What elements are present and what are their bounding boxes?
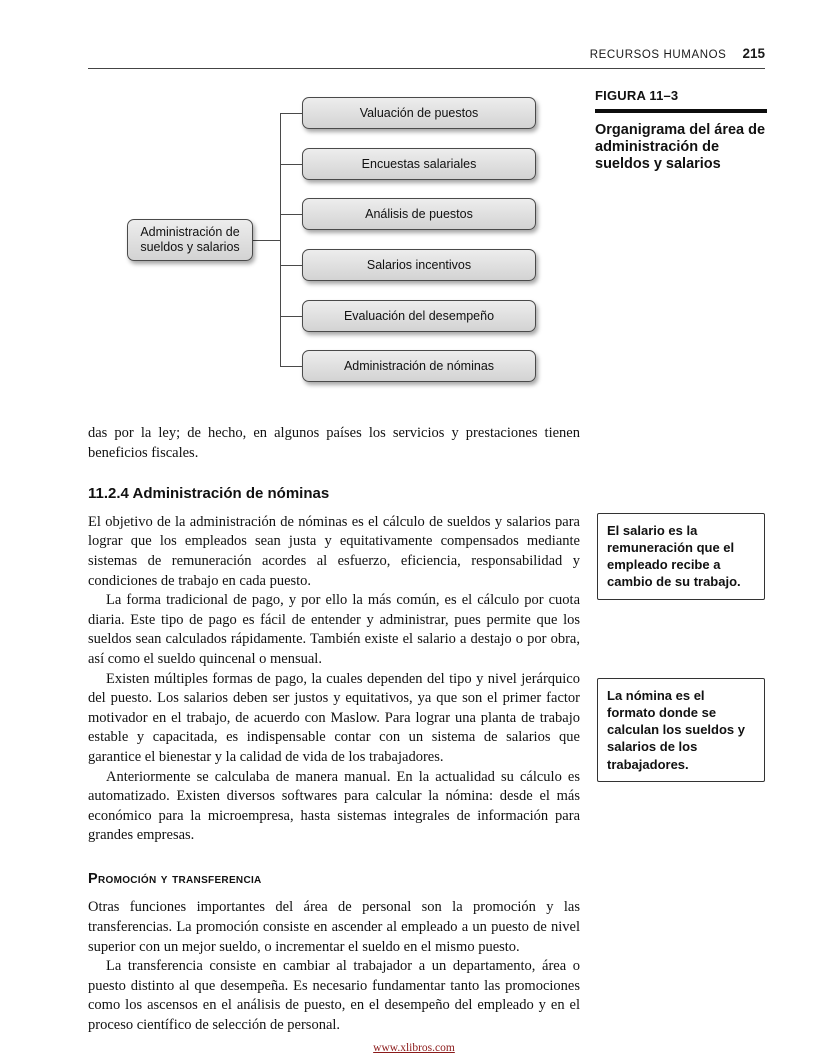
org-chart-node: Salarios incentivos bbox=[302, 249, 536, 281]
page-number: 215 bbox=[742, 46, 765, 61]
paragraph: Otras funciones importantes del área de personal son la promoción y las transferencias. La promoción consiste en ascender al empleado a un puesto de nivel superior con un mejor sueldo, o incrementar el sueldo en el mismo puesto. bbox=[88, 899, 580, 955]
paragraph: El objetivo de la administración de nóminas es el cálculo de sueldos y salarios para lograr que los empleados sean justa y equitativamente compensados mediante sistemas de remuneración acordes al esfuerzo, eficiencia, responsabilidad y condiciones de trabajo en cada puesto. bbox=[88, 513, 580, 589]
org-chart-node: Evaluación del desempeño bbox=[302, 300, 536, 332]
org-chart-stub bbox=[280, 265, 302, 266]
running-title: RECURSOS HUMANOS bbox=[589, 49, 727, 61]
org-chart-node: Administración de nóminas bbox=[302, 350, 536, 382]
footer-link[interactable]: www.xlibros.com bbox=[373, 1042, 455, 1054]
paragraph-continuation: das por la ley; de hecho, en algunos países los servicios y prestaciones tienen beneficios fiscales. bbox=[88, 425, 580, 461]
paragraph: La forma tradicional de pago, y por ello la más común, es el cálculo por cuota diaria. Este tipo de pago es fácil de entender y administrar, pues permite que los sueldos sean calculados rápidamente. También existe el salario a destajo o por obra, así como el sueldo quincenal o mensual. bbox=[88, 592, 580, 667]
figure-label: FIGURA 11–3 bbox=[595, 88, 679, 103]
org-chart-root-node: Administración de sueldos y salarios bbox=[127, 219, 253, 261]
org-chart-stub bbox=[280, 316, 302, 317]
subsection-heading: Promoción y transferencia bbox=[88, 870, 262, 887]
page-footer bbox=[0, 1038, 828, 1056]
paragraph: Existen múltiples formas de pago, la cuales dependen del tipo y nivel jerárquico del puesto. Los salarios deben ser justos y equitativos, ya que son el primer factor motivador en el trabajo, de acuerdo con Maslow. Para lograr una planta de trabajo estable y capacitada, es indispensable contar con un sistema de salarios que garantice el bienestar y la calidad de vida de los trabajadores. bbox=[88, 670, 580, 765]
org-chart-stub bbox=[280, 164, 302, 165]
org-chart-stub bbox=[280, 366, 302, 367]
paragraph: Anteriormente se calculaba de manera manual. En la actualidad su cálculo es automatizado. Existen diversos softwares para calcular la nómina: desde el más económico para la microempresa, hasta sistemas integrales de información para grandes empresas. bbox=[88, 768, 580, 844]
org-chart-node: Encuestas salariales bbox=[302, 148, 536, 180]
running-header bbox=[88, 46, 765, 61]
paragraph: La transferencia consiste en cambiar al trabajador a un departamento, área o puesto distinto al que desempeña. Es necesario fundamentar tanto las promociones como los ascensos en el análisis de puesto, en el desempeño del empleado y en el proceso científico de selección de personal. bbox=[88, 958, 580, 1034]
figure-rule bbox=[595, 109, 767, 113]
body-text-column bbox=[88, 424, 580, 1036]
org-chart-root-connector bbox=[253, 240, 280, 241]
org-chart bbox=[88, 88, 588, 398]
org-chart-vertical-connector bbox=[280, 113, 281, 367]
figure-caption-block bbox=[595, 88, 767, 173]
margin-note-salario: El salario es la remuneración que el empleado recibe a cambio de su trabajo. bbox=[597, 513, 765, 600]
header-rule bbox=[88, 68, 765, 69]
org-chart-stub bbox=[280, 214, 302, 215]
org-chart-node: Análisis de puestos bbox=[302, 198, 536, 230]
figure-caption: Organigrama del área de administración de sueldos y salarios bbox=[595, 122, 766, 173]
org-chart-node: Valuación de puestos bbox=[302, 97, 536, 129]
section-heading: 11.2.4 Administración de nóminas bbox=[88, 485, 330, 503]
margin-note-nomina: La nómina es el formato donde se calculan los sueldos y salarios de los trabajadores. bbox=[597, 678, 765, 782]
org-chart-stub bbox=[280, 113, 302, 114]
